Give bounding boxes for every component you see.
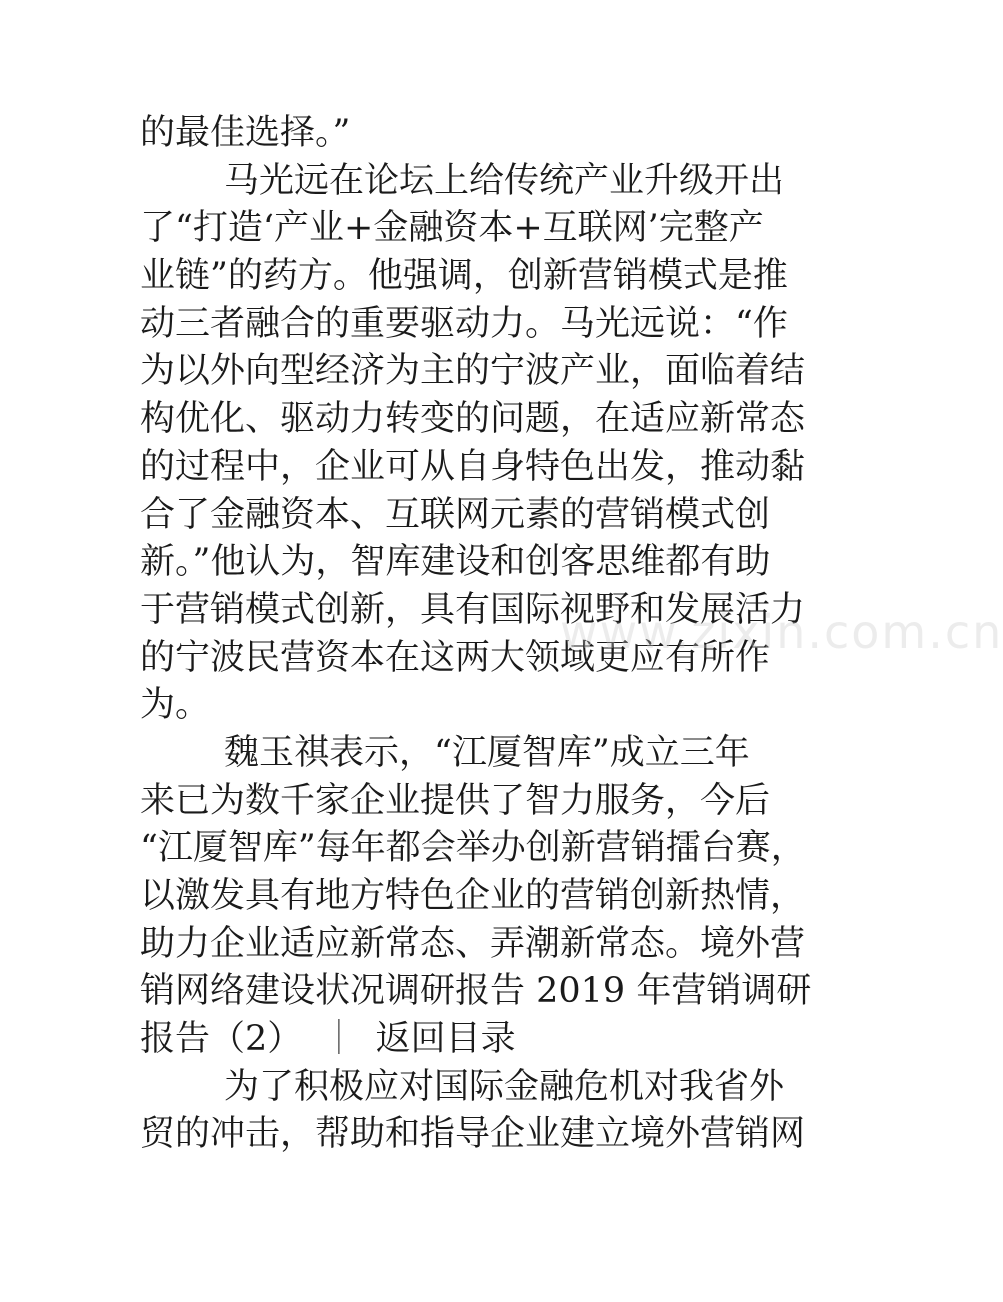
text-line: 动三者融合的重要驱动力。马光远说：“作 xyxy=(140,303,788,344)
paragraph-start: 马光远在论坛上给传统产业升级开出 xyxy=(224,160,785,201)
back-to-contents-link[interactable]: 返回目录 xyxy=(375,1019,516,1060)
text-line: 于营销模式创新，具有国际视野和发展活力 xyxy=(140,589,806,630)
text-line: 构优化、驱动力转变的问题，在适应新常态 xyxy=(140,399,806,440)
text-line: 为。 xyxy=(140,685,211,726)
text-line: 以激发具有地方特色企业的营销创新热情， xyxy=(140,876,806,916)
text-line: 的过程中，企业可从自身特色出发，推动黏 xyxy=(140,446,806,487)
paragraph-start: 魏玉祺表示，“江厦智库”成立三年 xyxy=(224,732,750,773)
nav-separator: ｜ xyxy=(321,1019,357,1060)
text-line: 的宁波民营资本在这两大领域更应有所作 xyxy=(140,637,771,678)
text-line: 贸的冲击，帮助和指导企业建立境外营销网 xyxy=(140,1114,806,1155)
nav-prefix: 报告（2） xyxy=(140,1019,303,1060)
paragraph-start: 为了积极应对国际金融危机对我省外 xyxy=(224,1066,785,1107)
text-line: “江厦智库”每年都会举办创新营销擂台赛， xyxy=(140,828,806,869)
nav-line xyxy=(140,1016,790,1064)
text-line: 销网络建设状况调研报告 2019 年营销调研 xyxy=(140,971,812,1012)
text-line: 合了金融资本、互联网元素的营销模式创 xyxy=(140,494,771,535)
text-line: 助力企业适应新常态、弄潮新常态。境外营 xyxy=(140,923,806,964)
text-line: 了“打造‘产业+金融资本+互联网’完整产 xyxy=(140,208,764,249)
text-line: 新。”他认为，智库建设和创客思维都有助 xyxy=(140,542,771,583)
text-line: 来已为数千家企业提供了智力服务，今后 xyxy=(140,780,771,821)
watermark: www.zixin.com.cn xyxy=(560,605,1003,659)
text-line: 为以外向型经济为主的宁波产业，面临着结 xyxy=(140,351,806,392)
text-line: 的最佳选择。” xyxy=(140,113,351,153)
document-body xyxy=(140,110,812,1159)
text-line: 业链”的药方。他强调，创新营销模式是推 xyxy=(140,256,788,297)
